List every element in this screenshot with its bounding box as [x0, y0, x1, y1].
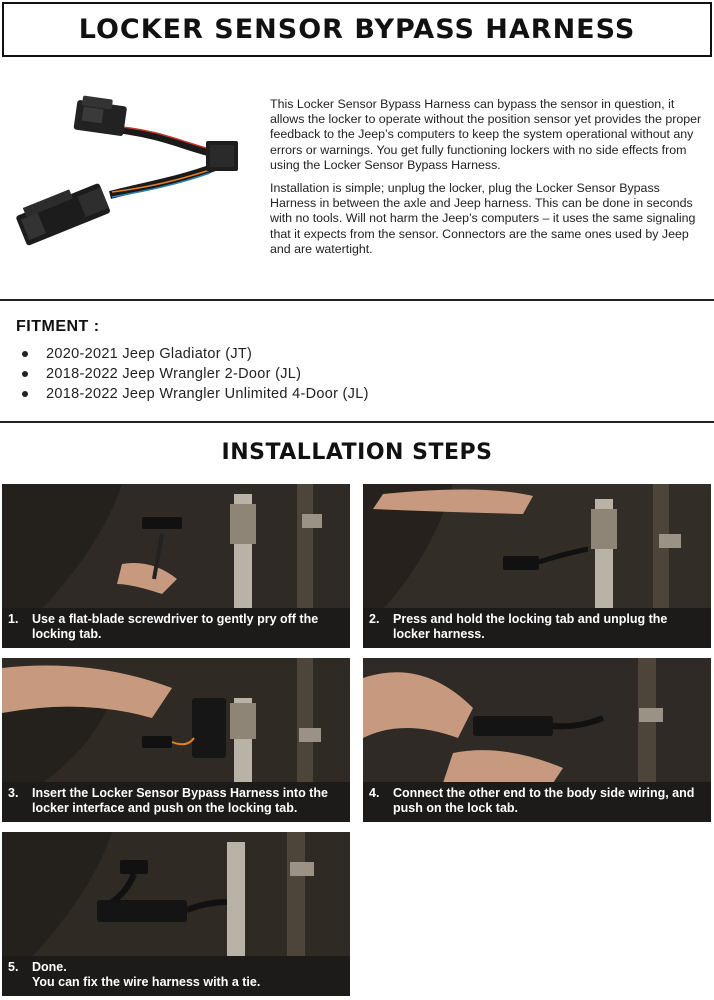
description-paragraph: This Locker Sensor Bypass Harness can bypass the sensor in question, it allows the locker to operate without the position sensor yet provides the proper feedback to the Jeep’s computers to keep the system operational without any errors or warnings. You get fully functioning lockers with no side effects from using the Locker Sensor Bypass Harness.: [270, 97, 702, 172]
step-number: 4.: [369, 786, 380, 800]
step-text: Press and hold the locking tab and unplug the locker harness.: [393, 612, 668, 641]
divider: [0, 299, 714, 301]
step-caption: [2, 608, 350, 648]
fitment-item-label: 2018-2022 Jeep Wrangler 2-Door (JL): [46, 366, 302, 382]
step-caption: [2, 782, 350, 822]
bullet-icon: [22, 371, 28, 377]
fitment-title: FITMENT :: [16, 318, 100, 335]
step-caption: [363, 782, 711, 822]
bullet-icon: [22, 391, 28, 397]
fitment-item: [22, 364, 369, 384]
step-caption: [363, 608, 711, 648]
installation-steps-title: INSTALLATION STEPS: [221, 440, 493, 465]
title-banner: [2, 2, 712, 57]
step-text: Done. You can fix the wire harness with a tie.: [32, 960, 261, 989]
step-1-photo: [2, 484, 350, 609]
step-card-5: [2, 832, 350, 996]
page-title: LOCKER SENSOR BYPASS HARNESS: [78, 14, 636, 45]
step-text: Insert the Locker Sensor Bypass Harness into the locker interface and push on the locking tab.: [32, 786, 328, 815]
fitment-item: [22, 344, 369, 364]
step-card-1: [2, 484, 350, 648]
fitment-item-label: 2020-2021 Jeep Gladiator (JT): [46, 346, 253, 362]
step-card-3: [2, 658, 350, 822]
step-number: 3.: [8, 786, 19, 800]
step-number: 2.: [369, 612, 380, 626]
divider: [0, 421, 714, 423]
description-paragraph: Installation is simple; unplug the locker, plug the Locker Sensor Bypass Harness in between the axle and Jeep harness. This can be done in seconds with no tools. Will not harm the Jeep’s computers – it uses the same signaling that it expects from the sensor. Connectors are the same ones used by Jeep and are watertight.: [270, 181, 696, 256]
step-3-photo: [2, 658, 350, 783]
harness-product-image: [10, 95, 250, 270]
step-2-photo: [363, 484, 711, 609]
fitment-item-label: 2018-2022 Jeep Wrangler Unlimited 4-Door (JL): [46, 386, 369, 402]
step-number: 5.: [8, 960, 19, 974]
step-text: Use a flat-blade screwdriver to gently pry off the locking tab.: [32, 612, 319, 641]
step-caption: [2, 956, 350, 996]
step-card-2: [363, 484, 711, 648]
fitment-list: [22, 344, 369, 404]
step-text: Connect the other end to the body side wiring, and push on the lock tab.: [393, 786, 695, 815]
fitment-item: [22, 384, 369, 404]
step-number: 1.: [8, 612, 19, 626]
step-4-photo: [363, 658, 711, 783]
product-description: [270, 97, 706, 265]
step-card-4: [363, 658, 711, 822]
step-5-photo: [2, 832, 350, 957]
bullet-icon: [22, 351, 28, 357]
